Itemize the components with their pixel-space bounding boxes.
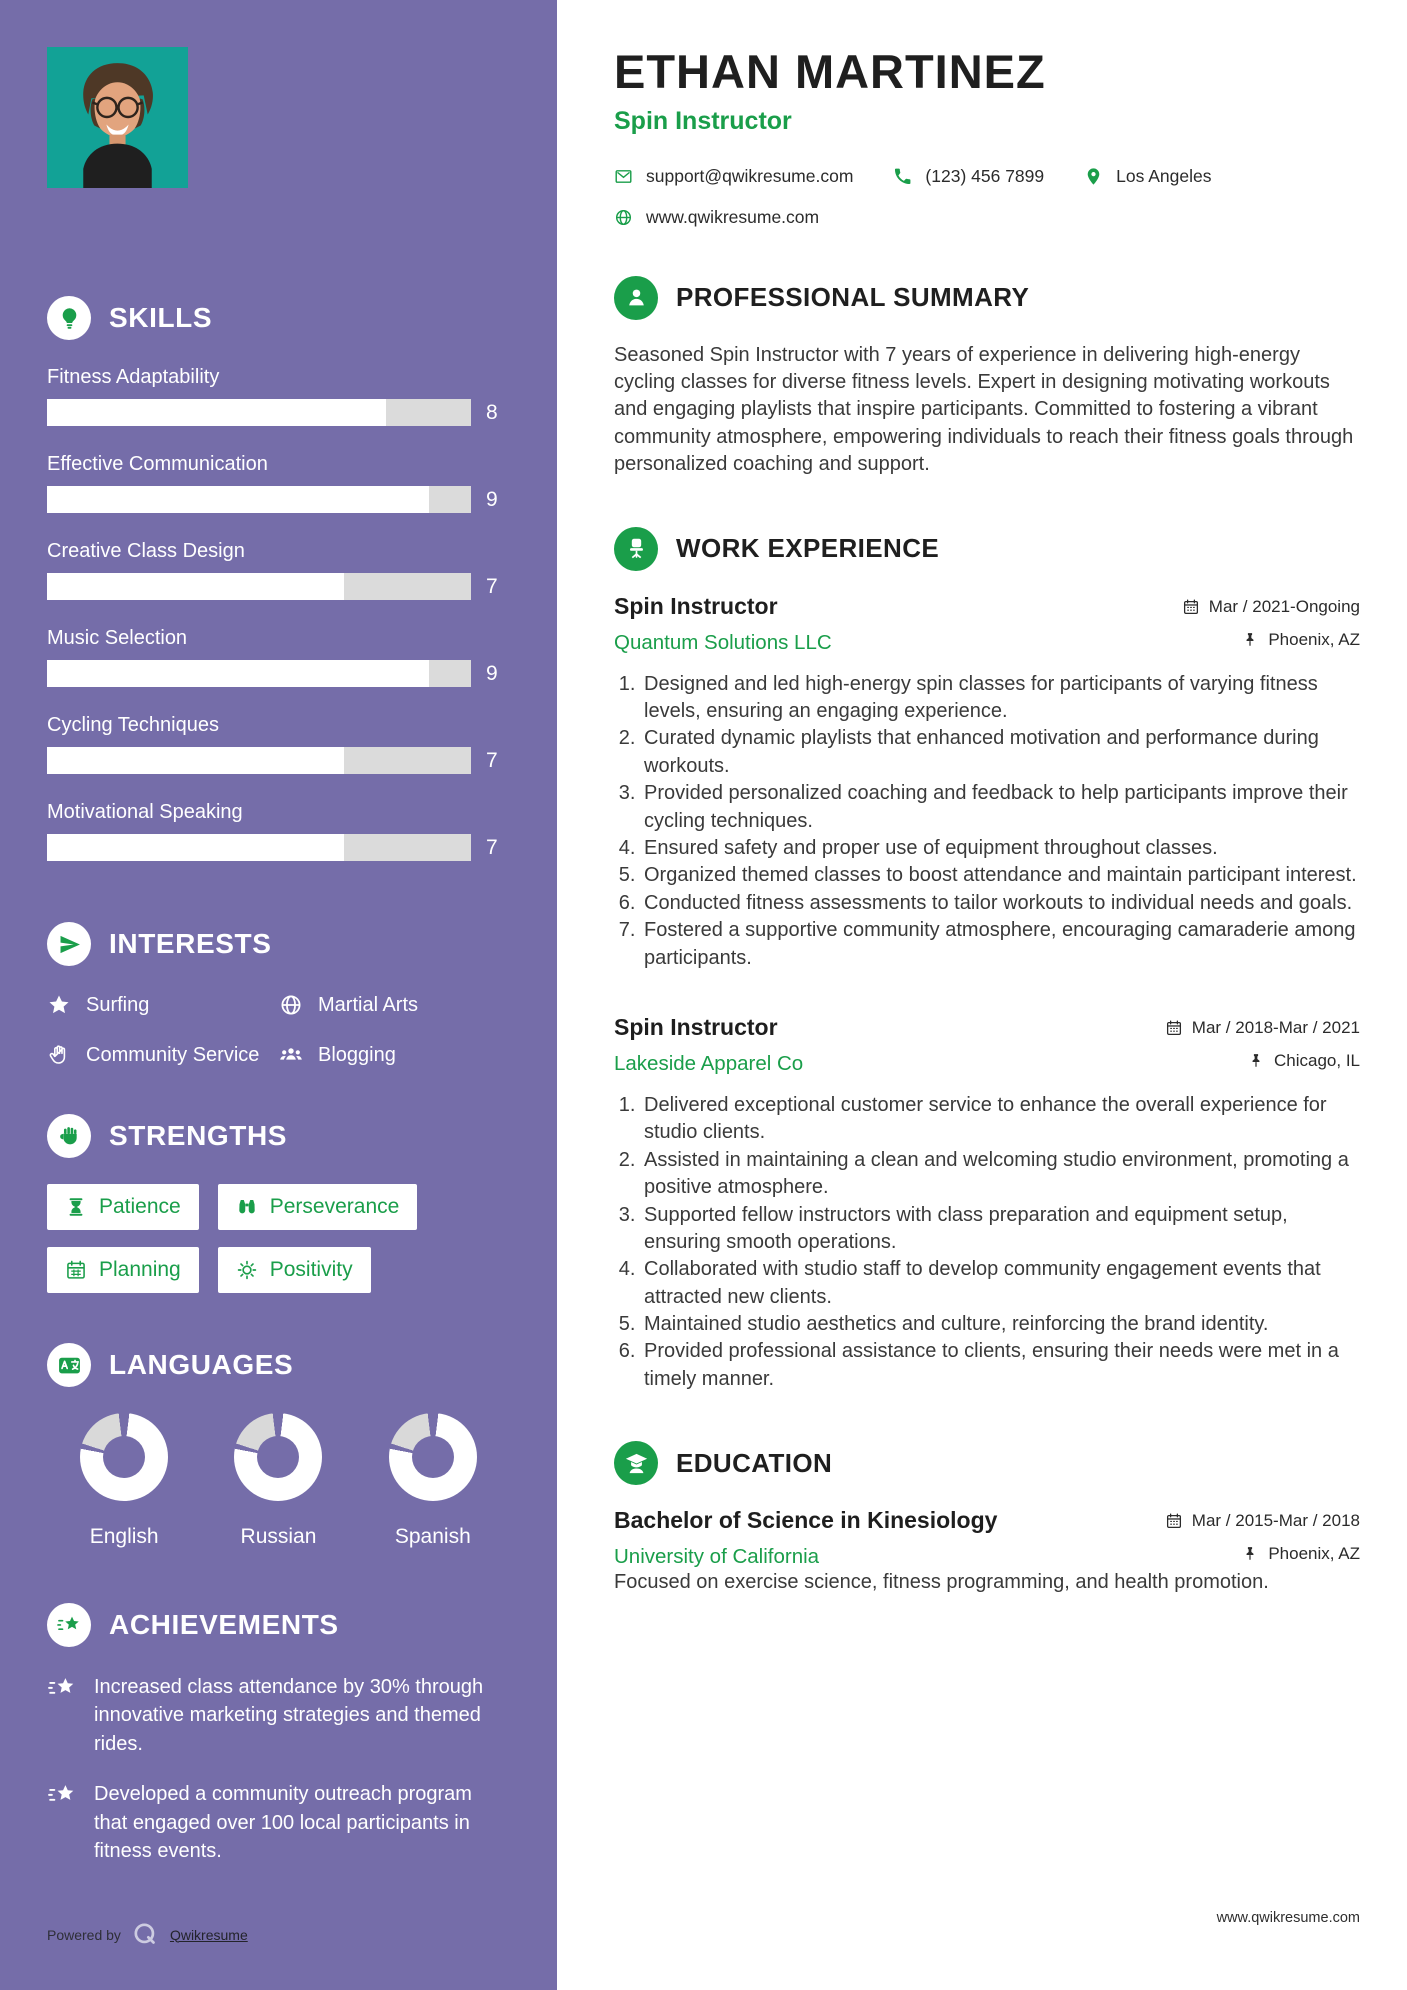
- phone-icon: [893, 167, 912, 186]
- main-content: [557, 0, 1407, 1990]
- candidate-name: ETHAN MARTINEZ: [614, 45, 1046, 98]
- paper-plane-icon: [47, 922, 91, 966]
- education-location: Phoenix, AZ: [1241, 1544, 1360, 1564]
- skill-bar-fill: [47, 399, 386, 426]
- avatar: [47, 47, 188, 188]
- skill-label: Motivational Speaking: [47, 801, 243, 823]
- skills-heading: [47, 296, 510, 340]
- language-item: [47, 1413, 201, 1549]
- skill-value: 8: [486, 400, 498, 424]
- skill-bar-fill: [47, 486, 429, 513]
- contact-row-2: [614, 207, 1360, 228]
- skill-label: Fitness Adaptability: [47, 366, 220, 388]
- contact-location: [1084, 166, 1211, 187]
- skill-item: [47, 627, 510, 687]
- education-section: [614, 1441, 1360, 1596]
- graduation-icon: [614, 1441, 658, 1485]
- interests-section: [47, 922, 510, 1068]
- job-company: Quantum Solutions LLC: [614, 630, 832, 654]
- summary-section: [614, 276, 1360, 479]
- education-heading-label: EDUCATION: [676, 1447, 833, 1478]
- education-meta: [1165, 1507, 1360, 1564]
- achievement-item: [47, 1673, 510, 1758]
- job-entry: [614, 593, 1360, 972]
- people-icon: [279, 1043, 303, 1067]
- pushpin-icon: [1241, 1545, 1259, 1563]
- interest-item: [47, 1042, 275, 1068]
- skill-bar: [47, 747, 471, 774]
- interest-label: Martial Arts: [318, 994, 419, 1016]
- strength-badge: [218, 1247, 371, 1293]
- skill-value: 9: [486, 661, 498, 685]
- languages-section: [47, 1343, 510, 1549]
- summary-text: Seasoned Spin Instructor with 7 years of experience in delivering high-energy cycling classes for diverse fitness levels. Expert in designing motivating workouts and engaging playlists that inspire participants. Committed to fostering a vibrant community atmosphere, empowering individuals to reach their fitness goals through personalized coaching and support.: [614, 343, 1354, 476]
- qwikresume-logo-icon: [132, 1921, 159, 1948]
- job-bullet: 5. Maintained studio aesthetics and culture, reinforcing the brand identity.: [641, 1311, 1360, 1338]
- job-entry: [614, 1014, 1360, 1393]
- skill-item: [47, 366, 510, 426]
- location-marker-icon: [1084, 167, 1103, 186]
- summary-heading-label: PROFESSIONAL SUMMARY: [676, 282, 1030, 313]
- contact-phone[interactable]: [893, 166, 1044, 187]
- job-bullet: 1. Designed and led high-energy spin classes for participants of varying fitness levels, ensuring an engaging experience.: [641, 671, 1360, 726]
- strength-label: Positivity: [269, 1258, 353, 1281]
- skill-bar: [47, 399, 471, 426]
- work-heading: [614, 527, 1360, 571]
- skill-value: 7: [486, 574, 498, 598]
- job-bullet: 4. Collaborated with studio staff to develop community engagement events that attracted new clients.: [641, 1256, 1360, 1311]
- hourglass-icon: [65, 1196, 87, 1218]
- strength-label: Perseverance: [269, 1195, 400, 1218]
- shooting-star-icon: [47, 1675, 78, 1702]
- powered-by-label: Powered by: [47, 1926, 121, 1943]
- interest-item: [279, 1042, 510, 1068]
- work-heading-label: WORK EXPERIENCE: [676, 533, 940, 564]
- job-location: Phoenix, AZ: [1241, 630, 1360, 650]
- skill-item: [47, 540, 510, 600]
- email-text: support@qwikresume.com: [646, 165, 854, 186]
- skill-bar: [47, 573, 471, 600]
- language-label: Russian: [240, 1525, 317, 1548]
- achievements-section: [47, 1603, 510, 1887]
- interests-heading: [47, 922, 510, 966]
- hand-icon: [47, 1043, 71, 1067]
- star-icon: [47, 993, 71, 1017]
- job-meta: [1182, 593, 1360, 650]
- candidate-title: Spin Instructor: [614, 106, 792, 135]
- job-dates: Mar / 2021-Ongoing: [1182, 597, 1360, 617]
- strength-label: Patience: [99, 1195, 181, 1218]
- footer-website: www.qwikresume.com: [1216, 1910, 1360, 1926]
- skills-section: [47, 296, 510, 888]
- job-bullet: 1. Delivered exceptional customer service to enhance the overall experience for studio clients.: [641, 1092, 1360, 1147]
- contact-email[interactable]: [614, 166, 853, 187]
- lightbulb-icon: [47, 296, 91, 340]
- skill-bar-fill: [47, 747, 344, 774]
- office-chair-icon: [614, 527, 658, 571]
- interest-label: Surfing: [86, 994, 150, 1016]
- binoculars-icon: [236, 1196, 258, 1218]
- skill-label: Creative Class Design: [47, 540, 245, 562]
- language-donut-chart: [234, 1413, 322, 1501]
- powered-by-footer: [47, 1891, 510, 1948]
- fist-icon: [47, 1114, 91, 1158]
- education-description: Focused on exercise science, fitness programming, and health promotion.: [614, 1571, 1269, 1594]
- achievement-text: Developed a community outreach program that engaged over 100 local participants in fitness events.: [94, 1783, 472, 1862]
- person-icon: [614, 276, 658, 320]
- job-bullet: 3. Supported fellow instructors with class preparation and equipment setup, ensuring smooth operations.: [641, 1202, 1360, 1257]
- education-heading: [614, 1441, 1360, 1485]
- pushpin-icon: [1241, 631, 1259, 649]
- job-meta: [1165, 1014, 1360, 1071]
- language-label: English: [89, 1525, 159, 1548]
- job-bullet: 7. Fostered a supportive community atmosphere, encouraging camaraderie among participants.: [641, 917, 1360, 972]
- summary-heading: [614, 276, 1360, 320]
- interest-label: Blogging: [318, 1044, 396, 1066]
- job-bullet: 2. Assisted in maintaining a clean and welcoming studio environment, promoting a positive atmosphere.: [641, 1147, 1360, 1202]
- calendar-icon: [1182, 598, 1200, 616]
- contact-row: [614, 166, 1360, 187]
- skill-bar-fill: [47, 573, 344, 600]
- skill-item: [47, 453, 510, 513]
- job-title: Spin Instructor: [614, 1013, 778, 1040]
- job-location: Chicago, IL: [1247, 1051, 1360, 1071]
- interests-heading-label: INTERESTS: [109, 928, 272, 959]
- language-donut-chart: [80, 1413, 168, 1501]
- shooting-star-icon: [47, 1603, 91, 1647]
- languages-heading: [47, 1343, 510, 1387]
- language-item: [356, 1413, 510, 1549]
- strength-label: Planning: [99, 1258, 181, 1281]
- strengths-section: [47, 1114, 510, 1293]
- job-bullet: 2. Curated dynamic playlists that enhanced motivation and performance during workouts.: [641, 725, 1360, 780]
- skill-bar: [47, 660, 471, 687]
- job-bullet: 6. Provided professional assistance to clients, ensuring their needs were met in a timely manner.: [641, 1338, 1360, 1393]
- job-title: Spin Instructor: [614, 592, 778, 619]
- email-icon: [614, 167, 633, 186]
- skill-label: Cycling Techniques: [47, 714, 219, 736]
- website-text: www.qwikresume.com: [646, 206, 820, 227]
- strengths-heading: [47, 1114, 510, 1158]
- skill-item: [47, 714, 510, 774]
- job-bullet: 5. Organized themed classes to boost attendance and maintain participant interest.: [641, 862, 1360, 889]
- translate-icon: [47, 1343, 91, 1387]
- skill-bar: [47, 834, 471, 861]
- strength-badge: [218, 1184, 418, 1230]
- interest-item: [279, 992, 510, 1018]
- skill-value: 7: [486, 835, 498, 859]
- skill-bar-fill: [47, 834, 344, 861]
- skill-item: [47, 801, 510, 861]
- achievement-text: Increased class attendance by 30% through innovative marketing strategies and themed rides.: [94, 1676, 484, 1755]
- skill-value: 9: [486, 487, 498, 511]
- shooting-star-icon: [47, 1782, 78, 1809]
- calendar-icon: [65, 1259, 87, 1281]
- location-text: Los Angeles: [1116, 165, 1212, 186]
- pushpin-icon: [1247, 1052, 1265, 1070]
- strength-badge: [47, 1184, 199, 1230]
- strengths-heading-label: STRENGTHS: [109, 1120, 288, 1151]
- skill-value: 7: [486, 748, 498, 772]
- language-donut-chart: [389, 1413, 477, 1501]
- languages-heading-label: LANGUAGES: [109, 1349, 294, 1380]
- job-dates: Mar / 2018-Mar / 2021: [1165, 1018, 1360, 1038]
- job-bullet-list: [614, 671, 1360, 972]
- education-dates: Mar / 2015-Mar / 2018: [1165, 1511, 1360, 1531]
- calendar-icon: [1165, 1019, 1183, 1037]
- profile-photo: [47, 47, 188, 188]
- job-bullet-list: [614, 1092, 1360, 1393]
- qwikresume-link[interactable]: Qwikresume: [169, 1926, 248, 1943]
- language-item: [201, 1413, 355, 1549]
- degree-title: Bachelor of Science in Kinesiology: [614, 1507, 998, 1534]
- achievements-heading: [47, 1603, 510, 1647]
- job-bullet: 4. Ensured safety and proper use of equipment throughout classes.: [641, 835, 1360, 862]
- sun-icon: [236, 1259, 258, 1281]
- skill-label: Music Selection: [47, 627, 188, 649]
- skills-heading-label: SKILLS: [109, 302, 213, 333]
- school-name: University of California: [614, 1545, 820, 1569]
- language-label: Spanish: [394, 1525, 471, 1548]
- calendar-icon: [1165, 1512, 1183, 1530]
- job-company: Lakeside Apparel Co: [614, 1051, 804, 1075]
- sidebar: [0, 0, 557, 1990]
- job-bullet: 3. Provided personalized coaching and feedback to help participants improve their cycling techniques.: [641, 780, 1360, 835]
- skill-bar-fill: [47, 660, 429, 687]
- job-bullet: 6. Conducted fitness assessments to tailor workouts to individual needs and goals.: [641, 890, 1360, 917]
- skill-label: Effective Communication: [47, 453, 268, 475]
- achievement-item: [47, 1780, 510, 1865]
- interest-item: [47, 992, 275, 1018]
- contact-website[interactable]: [614, 207, 819, 228]
- phone-text: (123) 456 7899: [925, 165, 1045, 186]
- achievements-heading-label: ACHIEVEMENTS: [109, 1609, 339, 1640]
- strength-badge: [47, 1247, 199, 1293]
- skill-bar: [47, 486, 471, 513]
- interest-label: Community Service: [86, 1044, 260, 1066]
- website-globe-icon: [614, 208, 633, 227]
- globe-icon: [279, 993, 303, 1017]
- work-experience-section: [614, 527, 1360, 1394]
